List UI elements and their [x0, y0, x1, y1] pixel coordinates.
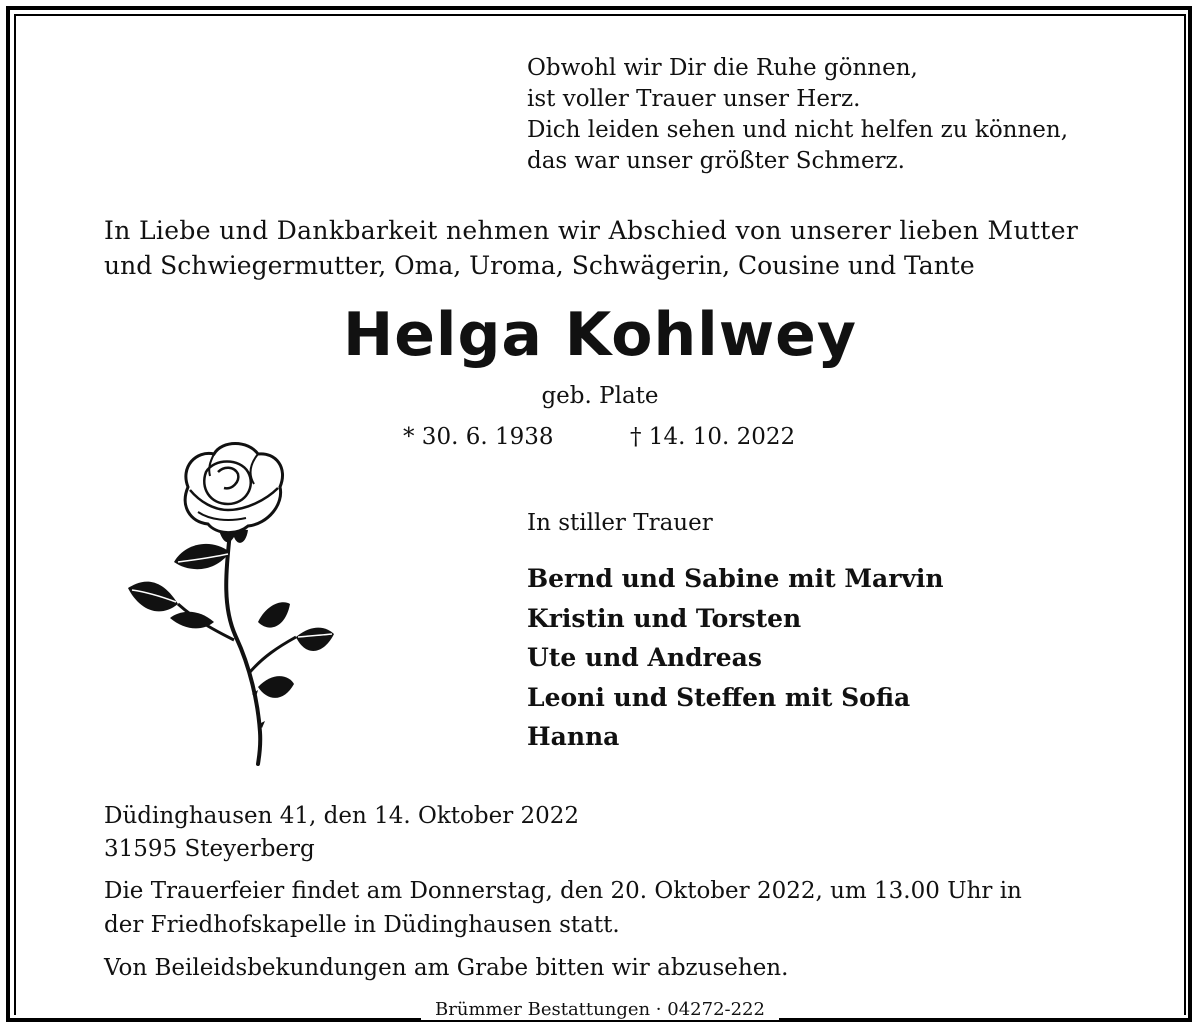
mourning-heading: In stiller Trauer	[527, 510, 713, 536]
service-info	[104, 874, 1022, 942]
deceased-name: Helga Kohlwey	[343, 300, 857, 370]
mourner-name: Leoni und Steffen mit Sofia	[527, 682, 911, 712]
mourner-name: Hanna	[527, 722, 620, 751]
poem-line: ist voller Trauer unser Herz.	[527, 86, 861, 112]
death-date: † 14. 10. 2022	[630, 424, 796, 450]
intro-line: In Liebe und Dankbarkeit nehmen wir Abschied von unserer lieben Mutter	[104, 216, 1079, 245]
mourners-list	[527, 559, 944, 757]
service-line: Die Trauerfeier findet am Donnerstag, den 20. Oktober 2022, um 13.00 Uhr in	[104, 878, 1022, 904]
birth-date: * 30. 6. 1938	[403, 424, 554, 450]
mourner-name: Bernd und Sabine mit Marvin	[527, 564, 944, 593]
farewell-intro	[104, 213, 1078, 283]
intro-line: und Schwiegermutter, Oma, Uroma, Schwägerin, Cousine und Tante	[104, 251, 975, 280]
poem-line: Dich leiden sehen und nicht helfen zu können,	[527, 117, 1069, 143]
address-block	[104, 800, 579, 866]
poem	[527, 53, 1068, 177]
poem-line: Obwohl wir Dir die Ruhe gönnen,	[527, 55, 918, 81]
maiden-name: geb. Plate	[541, 383, 659, 409]
address-line: 31595 Steyerberg	[104, 836, 315, 862]
condolence-note: Von Beileidsbekundungen am Grabe bitten wir abzusehen.	[104, 955, 789, 981]
service-line: der Friedhofskapelle in Düdinghausen statt.	[104, 912, 620, 938]
mourner-name: Ute und Andreas	[527, 643, 762, 672]
funeral-home-footer	[0, 997, 1200, 1023]
rose-icon	[118, 432, 348, 767]
footer-text: Brümmer Bestattungen · 04272-222	[421, 999, 779, 1020]
mourner-name: Kristin und Torsten	[527, 603, 802, 633]
poem-line: das war unser größter Schmerz.	[527, 148, 905, 174]
address-line: Düdinghausen 41, den 14. Oktober 2022	[104, 803, 580, 829]
